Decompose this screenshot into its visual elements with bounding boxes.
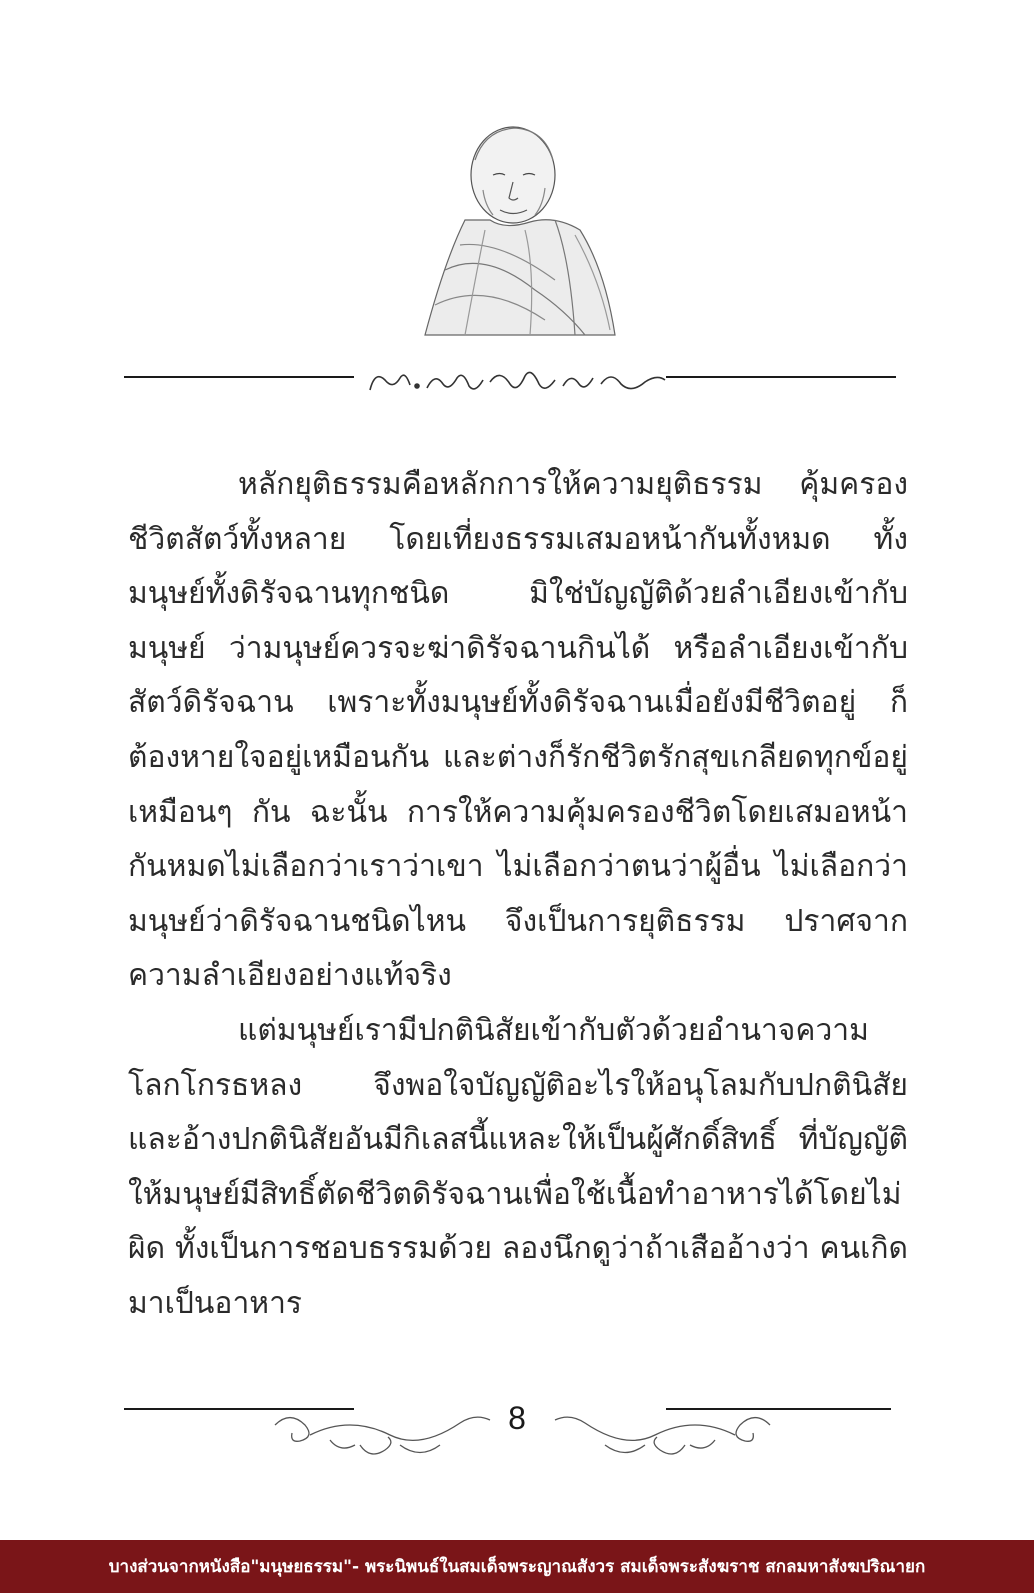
signature-image bbox=[365, 360, 670, 400]
paragraph-2: แต่มนุษย์เรามีปกตินิสัยเข้ากับตัวด้วยอำนาจความโลกโกรธหลง จึงพอใจบัญญัติอะไรให้อนุโลมกับปกตินิสัย และอ้างปกตินิสัยอันมีกิเลสนี้แหละให้เป็นผู้ศักดิ์สิทธิ์ ที่บัญญัติให้มนุษย์มีสิทธิ์ตัดชีวิตดิรัจฉานเพื่อใช้เนื้อทำอาหารได้โดยไม่ผิด ทั้งเป็นการชอบธรรมด้วย ลองนึกดูว่าถ้าเสืออ้างว่า คนเกิดมาเป็นอาหาร bbox=[128, 1012, 908, 1321]
header-rule-right bbox=[666, 376, 896, 378]
page-number: 8 bbox=[508, 1400, 526, 1436]
source-banner-text: บางส่วนจากหนังสือ"มนุษยธรรม"- พระนิพนธ์ในสมเด็จพระญาณสังวร สมเด็จพระสังฆราช สกลมหาสังฆปริณายก bbox=[108, 1557, 926, 1577]
header-rule-left bbox=[124, 376, 354, 378]
source-banner bbox=[0, 1540, 1034, 1593]
paragraph-1: หลักยุติธรรมคือหลักการให้ความยุติธรรม คุ้มครองชีวิตสัตว์ทั้งหลาย โดยเที่ยงธรรมเสมอหน้ากันทั้งหมด ทั้งมนุษย์ทั้งดิรัจฉานทุกชนิด มิใช่บัญญัติด้วยลำเอียงเข้ากับมนุษย์ ว่ามนุษย์ควรจะฆ่าดิรัจฉานกินได้ หรือลำเอียงเข้ากับสัตว์ดิรัจฉาน เพราะทั้งมนุษย์ทั้งดิรัจฉานเมื่อยังมีชีวิตอยู่ ก็ต้องหายใจอยู่เหมือนกัน และต่างก็รักชีวิตรักสุขเกลียดทุกข์อยู่เหมือนๆ กัน ฉะนั้น การให้ความคุ้มครองชีวิตโดยเสมอหน้ากันหมดไม่เลือกว่าเราว่าเขา ไม่เลือกว่าตนว่าผู้อื่น ไม่เลือกว่ามนุษย์ว่าดิรัจฉานชนิดไหน จึงเป็นการยุติธรรม ปราศจากความลำเอียงอย่างแท้จริง bbox=[128, 467, 908, 994]
monk-portrait-sketch-icon bbox=[405, 120, 630, 360]
body-text bbox=[128, 458, 908, 1332]
